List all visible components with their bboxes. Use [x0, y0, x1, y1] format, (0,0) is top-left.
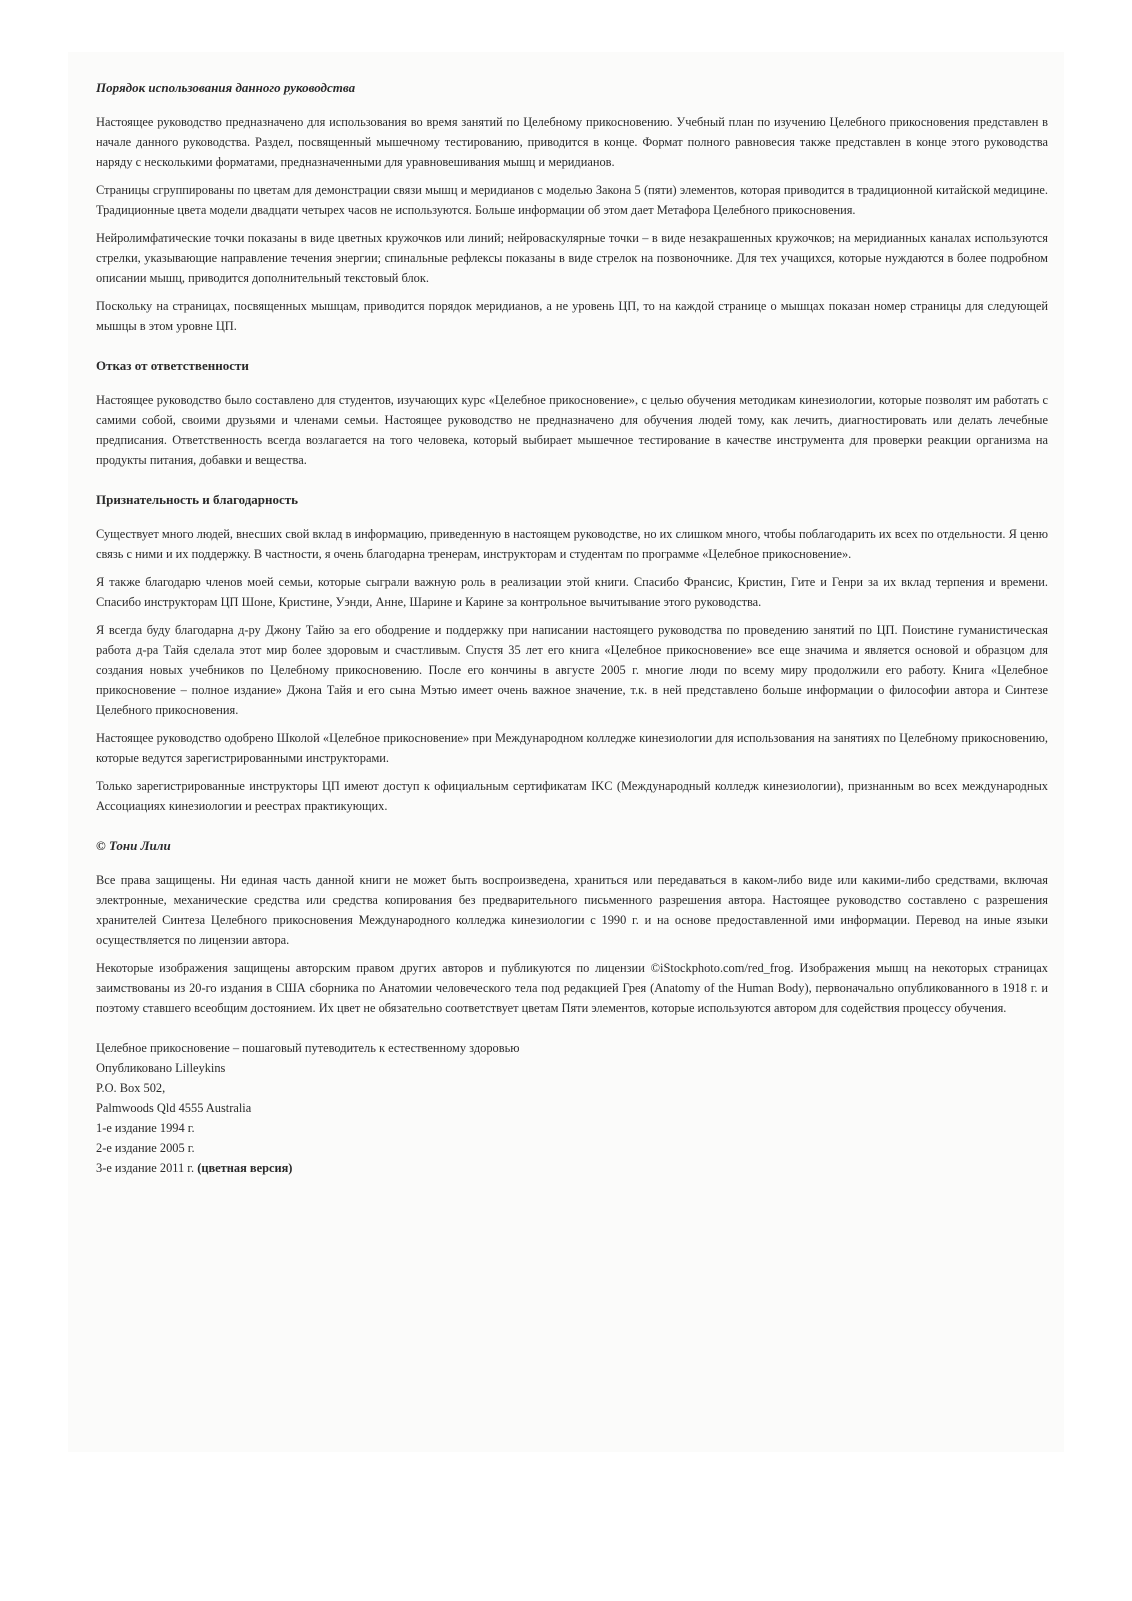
usage-paragraph-4: Поскольку на страницах, посвященных мышцам, приводится порядок меридианов, а не уровень ЦП, то на каждой странице о мышцах показан номер страницы для следующей мышцы в этом уровне ЦП.: [96, 299, 1048, 333]
usage-section: [96, 78, 1048, 336]
usage-heading: Порядок использования данного руководства: [96, 80, 356, 95]
disclaimer-paragraph-1: Настоящее руководство было составлено для студентов, изучающих курс «Целебное прикосновение», с целью обучения методикам кинезиологии, которые позволят им работать с самими собой, своими друзьями и членами семьи. Настоящее руководство не предназначено для обучения людей тому, как лечить, диагностировать или делать лечебные предписания. Ответственность всегда возлагается на того человека, который выбирает мышечное тестирование в качестве инструмента для проверки реакции организма на продукты питания, добавки и вещества.: [96, 393, 1048, 467]
thanks-paragraph-2: Я также благодарю членов моей семьи, которые сыграли важную роль в реализации этой книги. Спасибо Франсис, Кристин, Гите и Генри за их вклад терпения и времени. Спасибо инструкторам ЦП Шоне, Кристине, Уэнди, Анне, Шарине и Карине за контрольное вычитывание этого руководства.: [96, 575, 1048, 609]
imprint-publisher: Опубликовано Lilleykins: [96, 1061, 226, 1075]
thanks-paragraph-4: Настоящее руководство одобрено Школой «Целебное прикосновение» при Международном колледже кинезиологии для использования на занятиях по Целебному прикосновению, которые ведутся зарегистрированными инструкторами.: [96, 731, 1048, 765]
thanks-paragraph-3: Я всегда буду благодарна д-ру Джону Тайю за его ободрение и поддержку при написании настоящего руководства по проведению занятий по ЦП. Поистине гуманистическая работа д-ра Тайя сделала этот мир более здоровым и счастливым. Спустя 35 лет его книга «Целебное прикосновение» все еще значима и является основой и образцом для создания новых учебников по Целебному прикосновению. После его кончины в августе 2005 г. многие люди по всему миру продолжили его работу. Книга «Целебное прикосновение – полное издание» Джона Тайя и его сына Мэтью имеет очень важное значение, т.к. в ней представлено больше информации о философии автора и Синтезе Целебного прикосновения.: [96, 623, 1048, 717]
imprint-block: [96, 1038, 1048, 1178]
thanks-paragraph-1: Существует много людей, внесших свой вклад в информацию, приведенную в настоящем руководстве, но их слишком много, чтобы поблагодарить их всех по отдельности. Я ценю связь с ними и их поддержку. В частности, я очень благодарна тренерам, инструкторам и студентам по программе «Целебное прикосновение».: [96, 527, 1048, 561]
usage-paragraph-2: Страницы сгруппированы по цветам для демонстрации связи мышц и меридианов с моделью Закона 5 (пяти) элементов, которая приводится в традиционной китайской медицине. Традиционные цвета модели двадцати четырех часов не используются. Больше информации об этом дает Метафора Целебного прикосновения.: [96, 183, 1048, 217]
imprint-edition-2: 2-е издание 2005 г.: [96, 1141, 195, 1155]
imprint-book-title: Целебное прикосновение – пошаговый путеводитель к естественному здоровью: [96, 1041, 520, 1055]
imprint-address: Palmwoods Qld 4555 Australia: [96, 1101, 252, 1115]
document-content: [96, 78, 1048, 1178]
usage-paragraph-1: Настоящее руководство предназначено для использования во время занятий по Целебному прикосновению. Учебный план по изучению Целебного прикосновения представлен в начале данного руководства. Раздел, посвященный мышечному тестированию, приводится в конце. Формат полного равновесия также представлен в конце этого руководства наряду с несколькими форматами, предназначенными для уравновешивания мышц и меридианов.: [96, 115, 1048, 169]
imprint-edition-3-line: [96, 1158, 1048, 1178]
copyright-paragraph-2: Некоторые изображения защищены авторским правом других авторов и публикуются по лицензии ©iStockphoto.com/red_frog. Изображения мышц на некоторых страницах заимствованы из 20-го издания в США сборника по Анатомии человеческого тела под редакцией Грея (Anatomy of the Human Body), первоначально опубликованного в 1918 г. и поэтому ставшего всеобщим достоянием. Их цвет не обязательно соответствует цветам Пяти элементов, которые используются автором для содействия процессу обучения.: [96, 961, 1048, 1015]
thanks-heading: Признательность и благодарность: [96, 492, 299, 507]
copyright-heading: © Тони Лили: [96, 838, 171, 853]
thanks-section: [96, 490, 1048, 816]
imprint-po-box: P.O. Box 502,: [96, 1081, 166, 1095]
imprint-edition-3: 3-е издание 2011 г.: [96, 1161, 195, 1175]
thanks-paragraph-5: Только зарегистрированные инструкторы ЦП имеют доступ к официальным сертификатам IKC (Международный колледж кинезиологии), признанным во всех международных Ассоциациях кинезиологии и реестрах практикующих.: [96, 779, 1048, 813]
imprint-edition-1: 1-е издание 1994 г.: [96, 1121, 195, 1135]
imprint-edition-3-note: (цветная версия): [197, 1161, 293, 1175]
usage-paragraph-3: Нейролимфатические точки показаны в виде цветных кружочков или линий; нейроваскулярные точки – в виде незакрашенных кружочков; на меридианных каналах используются стрелки, указывающие направление течения энергии; спинальные рефлексы показаны в виде стрелок на позвоночнике. Для тех учащихся, которые нуждаются в более подробном описании мышц, приводится дополнительный текстовый блок.: [96, 231, 1048, 285]
copyright-section: [96, 836, 1048, 1018]
disclaimer-heading: Отказ от ответственности: [96, 358, 249, 373]
copyright-paragraph-1: Все права защищены. Ни единая часть данной книги не может быть воспроизведена, храниться или передаваться в каком-либо виде или какими-либо средствами, включая электронные, механические средства или средства копирования без предварительного письменного разрешения автора. Настоящее руководство составлено с разрешения хранителей Синтеза Целебного прикосновения Международного колледжа кинезиологии с 1990 г. и на основе предоставленной ими информации. Перевод на иные языки осуществляется по лицензии автора.: [96, 873, 1048, 947]
disclaimer-section: [96, 356, 1048, 470]
